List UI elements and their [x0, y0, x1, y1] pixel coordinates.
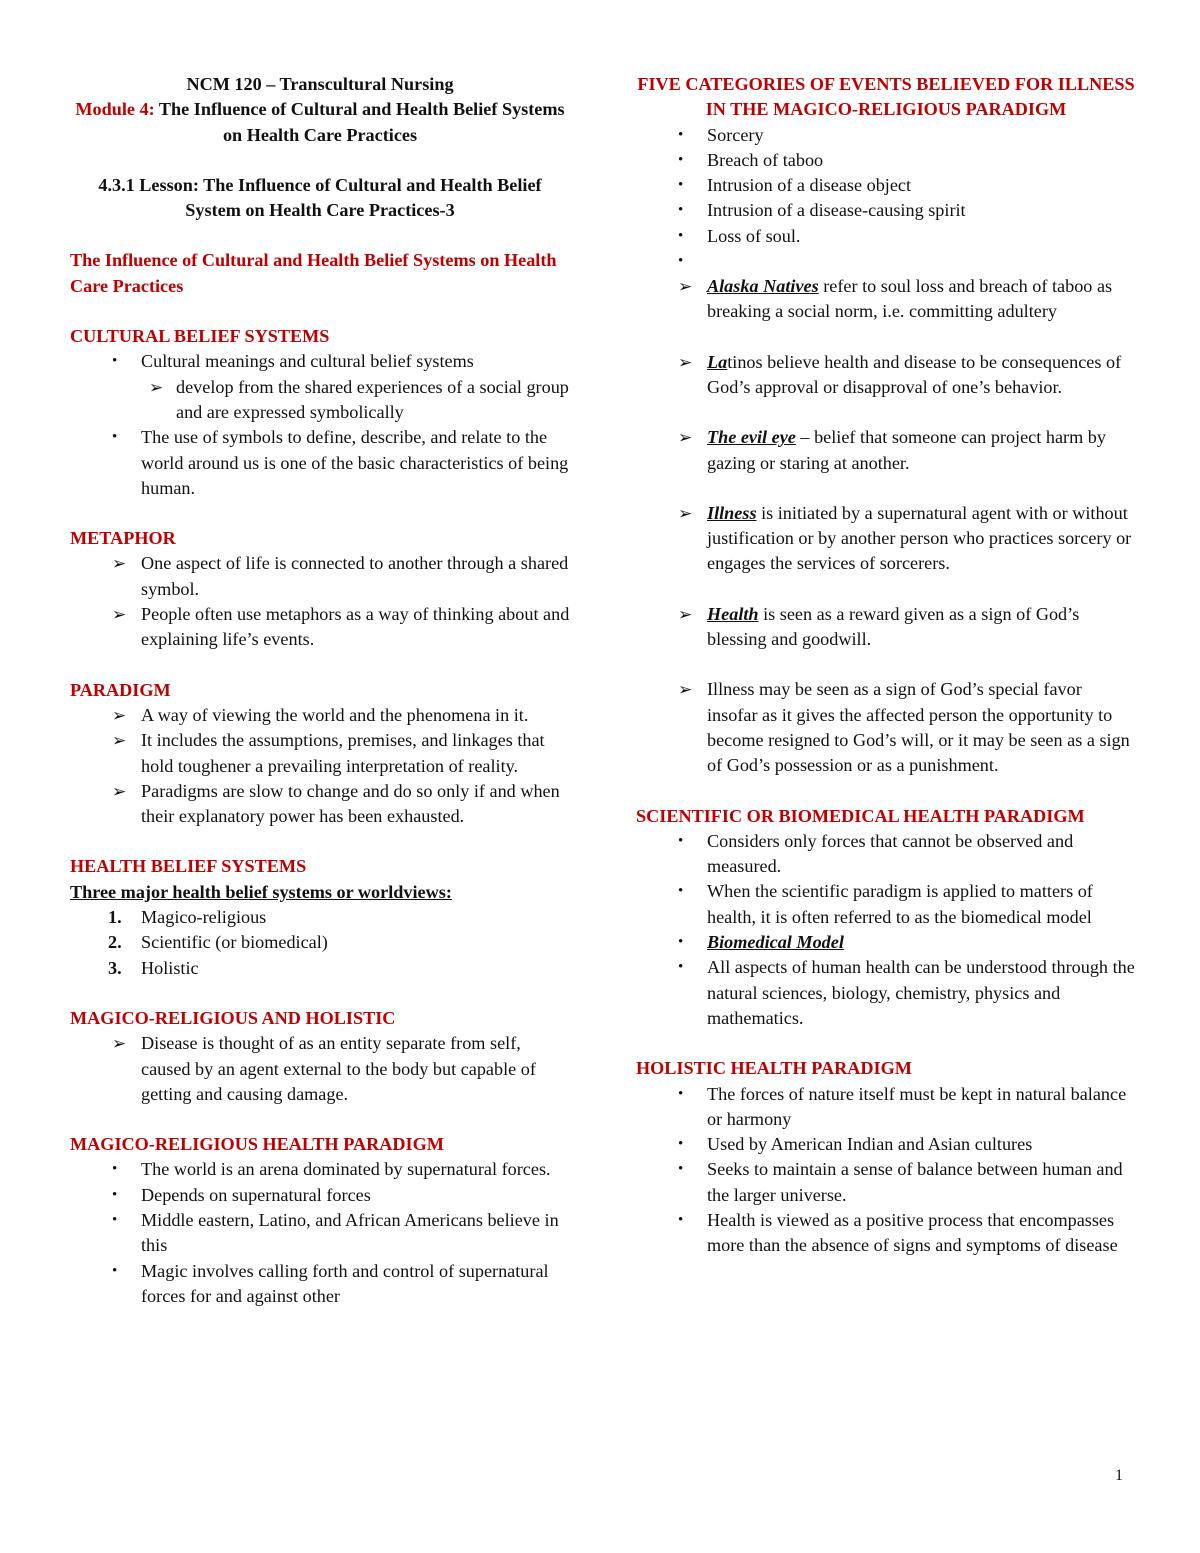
- section-health-belief: [70, 854, 570, 980]
- section-heading: METAPHOR: [70, 528, 176, 549]
- list-item: • When the scientific paradigm is applied to matters of health, it is often referred to as the biomedical model: [636, 879, 1136, 930]
- section-paradigm: [70, 678, 570, 830]
- list-item: 3. Holistic: [108, 957, 199, 978]
- section-heading: HOLISTIC HEALTH PARADIGM: [636, 1058, 912, 1079]
- list-item: ➢ A way of viewing the world and the phenomena in it.: [70, 703, 570, 728]
- course-title: NCM 120 – Transcultural Nursing: [186, 74, 454, 94]
- list-item: • Sorcery: [636, 123, 1136, 148]
- list-item: ➢ One aspect of life is connected to another through a shared symbol.: [70, 551, 570, 602]
- section-holistic: [636, 1056, 1136, 1258]
- list-item: • Cultural meanings and cultural belief systems: [70, 349, 570, 374]
- list-item-illness: ➢ Illness is initiated by a supernatural agent with or without justification or by another person who practices sorcery or engages the services of sorcerers.: [636, 501, 1136, 577]
- section-heading: SCIENTIFIC OR BIOMEDICAL HEALTH PARADIGM: [636, 805, 1085, 826]
- section-metaphor: [70, 526, 570, 652]
- list-item: • Breach of taboo: [636, 148, 1136, 173]
- list-item: • Loss of soul.: [636, 224, 1136, 249]
- list-item: • Depends on supernatural forces: [70, 1183, 570, 1208]
- section-heading: MAGICO-RELIGIOUS AND HOLISTIC: [70, 1007, 396, 1028]
- list-item: ➢ develop from the shared experiences of a social group and are expressed symbolically: [70, 375, 570, 426]
- list-item: ➢ Disease is thought of as an entity separate from self, caused by an agent external to the body but capable of getting and causing damage.: [70, 1031, 570, 1107]
- section-heading: MAGICO-RELIGIOUS HEALTH PARADIGM: [70, 1134, 444, 1155]
- list-item: 1. Magico-religious: [108, 907, 267, 928]
- section-scientific: [636, 804, 1136, 1032]
- section-heading: FIVE CATEGORIES OF EVENTS BELIEVED FOR ILLNESS IN THE MAGICO-RELIGIOUS PARADIGM: [637, 74, 1135, 120]
- section-subheading: Three major health belief systems or worldviews:: [70, 881, 452, 902]
- list-item-favor: ➢ Illness may be seen as a sign of God’s special favor insofar as it gives the affected person the opportunity to become resigned to God’s will, or it may be seen as a sign of God’s possession or as a punishment.: [636, 677, 1136, 778]
- right-column: [636, 72, 1136, 1259]
- section-heading: HEALTH BELIEF SYSTEMS: [70, 856, 307, 877]
- list-item: • Health is viewed as a positive process that encompasses more than the absence of signs and symptoms of disease: [636, 1208, 1136, 1259]
- main-title: The Influence of Cultural and Health Belief Systems on Health Care Practices: [70, 250, 557, 296]
- list-item-empty: [636, 249, 1136, 274]
- list-item: • Seeks to maintain a sense of balance between human and the larger universe.: [636, 1157, 1136, 1208]
- document-header: [70, 72, 570, 148]
- list-item-alaska: ➢ Alaska Natives refer to soul loss and breach of taboo as breaking a social norm, i.e. committing adultery: [636, 274, 1136, 325]
- section-heading: PARADIGM: [70, 679, 171, 700]
- list-item: ➢ It includes the assumptions, premises, and linkages that hold toughener a prevailing interpretation of reality.: [70, 728, 570, 779]
- list-item: • The use of symbols to define, describe, and relate to the world around us is one of the basic characteristics of being human.: [70, 425, 570, 501]
- list-item: • Intrusion of a disease object: [636, 173, 1136, 198]
- list-item: • Magic involves calling forth and control of supernatural forces for and against other: [70, 1259, 570, 1310]
- left-column: [70, 72, 570, 1309]
- module-title: [70, 97, 570, 148]
- belief-list: [636, 274, 1136, 325]
- list-item: • The forces of nature itself must be kept in natural balance or harmony: [636, 1082, 1136, 1133]
- list-item: • Biomedical Model: [636, 930, 1136, 955]
- section-cultural-belief: [70, 324, 570, 501]
- list-item: • The world is an arena dominated by supernatural forces.: [70, 1157, 570, 1182]
- list-item: • Intrusion of a disease-causing spirit: [636, 198, 1136, 223]
- list-item: • Middle eastern, Latino, and African Americans believe in this: [70, 1208, 570, 1259]
- section-five-categories: [636, 72, 1136, 274]
- module-name: The Influence of Cultural and Health Belief Systems on Health Care Practices: [154, 99, 565, 145]
- list-item-evil-eye: ➢ The evil eye – belief that someone can project harm by gazing or staring at another.: [636, 425, 1136, 476]
- list-item-health: ➢ Health is seen as a reward given as a sign of God’s blessing and goodwill.: [636, 602, 1136, 653]
- module-label: Module 4:: [75, 99, 155, 120]
- page-number: 1: [1115, 1467, 1123, 1484]
- list-item: • All aspects of human health can be understood through the natural sciences, biology, chemistry, physics and mathematics.: [636, 955, 1136, 1031]
- list-item: • Used by American Indian and Asian cultures: [636, 1132, 1136, 1157]
- list-item: 2. Scientific (or biomedical): [108, 932, 328, 953]
- list-item-latinos: ➢ Latinos believe health and disease to be consequences of God’s approval or disapproval of one’s behavior.: [636, 350, 1136, 401]
- section-heading: CULTURAL BELIEF SYSTEMS: [70, 326, 330, 347]
- lesson-title: 4.3.1 Lesson: The Influence of Cultural and Health Belief System on Health Care Practices-3: [98, 174, 542, 221]
- list-item: • Considers only forces that cannot be observed and measured.: [636, 829, 1136, 880]
- list-item: ➢ Paradigms are slow to change and do so only if and when their explanatory power has been exhausted.: [70, 779, 570, 830]
- section-magico-paradigm: [70, 1132, 570, 1309]
- list-item: ➢ People often use metaphors as a way of thinking about and explaining life’s events.: [70, 602, 570, 653]
- section-magico-holistic: [70, 1006, 570, 1107]
